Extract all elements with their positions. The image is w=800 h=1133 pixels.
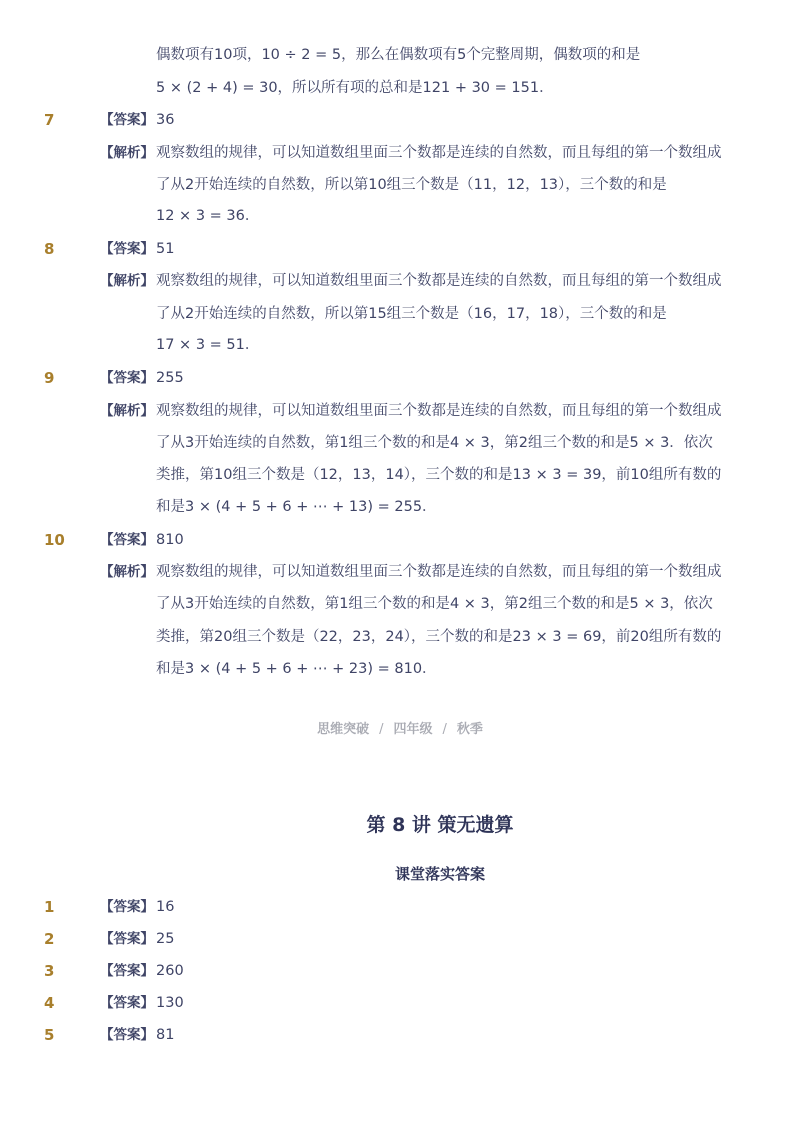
question-number: 2	[44, 930, 55, 948]
answer-tag: 【答案】	[100, 963, 154, 979]
analysis-line: 观察数组的规律，可以知道数组里面三个数都是连续的自然数，而且每组的第一个数组成	[156, 145, 722, 161]
answer-value: 25	[156, 931, 175, 947]
analysis-line: 了从3开始连续的自然数，第1组三个数的和是4 × 3，第2组三个数的和是5 × 3．依次	[156, 435, 713, 451]
analysis-line: 和是3 × (4 + 5 + 6 + ⋯ + 23) = 810．	[156, 661, 437, 677]
answer-value: 81	[156, 1027, 175, 1043]
analysis-tag: 【解析】	[100, 145, 154, 161]
analysis-line: 了从2开始连续的自然数，所以第15组三个数是（16，17，18），三个数的和是	[156, 306, 667, 322]
answer-tag: 【答案】	[100, 931, 154, 947]
answer-value: 36	[156, 112, 175, 128]
question-number: 10	[44, 531, 65, 549]
answer-value: 810	[156, 532, 184, 548]
intro-line-1: 偶数项有10项，10 ÷ 2 = 5，那么在偶数项有5个完整周期，偶数项的和是	[156, 47, 641, 63]
analysis-tag: 【解析】	[100, 564, 154, 580]
analysis-line: 12 × 3 = 36．	[156, 208, 260, 224]
footer-series: 思维突破	[317, 722, 370, 737]
analysis-line: 类推，第10组三个数是（12，13，14），三个数的和是13 × 3 = 39，前10组所有数的	[156, 467, 722, 483]
question-number: 8	[44, 240, 55, 258]
analysis-line: 17 × 3 = 51．	[156, 337, 260, 353]
analysis-tag: 【解析】	[100, 403, 154, 419]
question-number: 5	[44, 1026, 55, 1044]
answer-value: 51	[156, 241, 175, 257]
answer-value: 130	[156, 995, 184, 1011]
answer-tag: 【答案】	[100, 532, 154, 548]
question-number: 9	[44, 369, 55, 387]
analysis-tag: 【解析】	[100, 273, 154, 289]
lecture-title: 第 8 讲 策无遗算	[366, 814, 514, 836]
question-number: 4	[44, 994, 55, 1012]
footer-term: 秋季	[456, 722, 483, 737]
question-number: 3	[44, 962, 55, 980]
footer-grade: 四年级	[393, 722, 433, 737]
analysis-line: 了从2开始连续的自然数，所以第10组三个数是（11，12，13），三个数的和是	[156, 177, 667, 193]
analysis-line: 类推，第20组三个数是（22，23，24），三个数的和是23 × 3 = 69，前20组所有数的	[156, 629, 722, 645]
question-number: 1	[44, 898, 55, 916]
answer-value: 260	[156, 963, 184, 979]
answer-tag: 【答案】	[100, 1027, 154, 1043]
answer-tag: 【答案】	[100, 995, 154, 1011]
analysis-line: 了从3开始连续的自然数，第1组三个数的和是4 × 3，第2组三个数的和是5 × 3，依次	[156, 596, 713, 612]
question-number: 7	[44, 111, 55, 129]
answer-tag: 【答案】	[100, 899, 154, 915]
answer-tag: 【答案】	[100, 241, 154, 257]
footer-separator: /	[442, 722, 447, 737]
analysis-line: 和是3 × (4 + 5 + 6 + ⋯ + 13) = 255．	[156, 499, 437, 515]
analysis-line: 观察数组的规律，可以知道数组里面三个数都是连续的自然数，而且每组的第一个数组成	[156, 564, 722, 580]
answer-value: 16	[156, 899, 175, 915]
analysis-line: 观察数组的规律，可以知道数组里面三个数都是连续的自然数，而且每组的第一个数组成	[156, 403, 722, 419]
footer-separator: /	[379, 722, 384, 737]
answer-tag: 【答案】	[100, 370, 154, 386]
analysis-line: 观察数组的规律，可以知道数组里面三个数都是连续的自然数，而且每组的第一个数组成	[156, 273, 722, 289]
answer-tag: 【答案】	[100, 112, 154, 128]
intro-line-2: 5 × (2 + 4) = 30，所以所有项的总和是121 + 30 = 151．	[156, 80, 554, 96]
page-footer	[0, 718, 800, 737]
answer-value: 255	[156, 370, 184, 386]
section-title: 课堂落实答案	[394, 865, 485, 883]
